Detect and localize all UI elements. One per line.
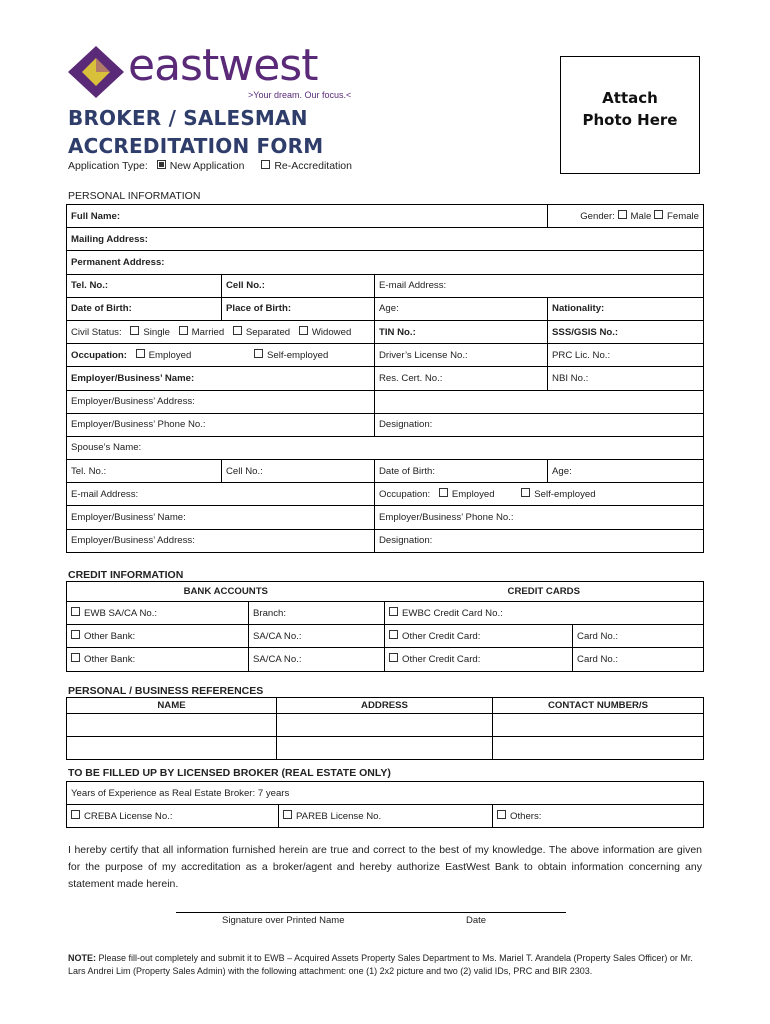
other-card-field[interactable]: Other Credit Card: <box>385 648 573 671</box>
gender-label: Gender: <box>580 211 615 223</box>
spouse-employer-name-field[interactable]: Employer/Business’ Name: <box>67 506 375 529</box>
card-no-field[interactable]: Card No.: <box>573 648 704 671</box>
creba-checkbox[interactable] <box>71 810 80 819</box>
age-field[interactable]: Age: <box>375 297 548 320</box>
photo-box[interactable] <box>560 56 700 174</box>
employer-address-blank[interactable] <box>375 390 704 413</box>
spouse-designation-field[interactable]: Designation: <box>375 529 704 552</box>
sss-field[interactable]: SSS/GSIS No.: <box>548 320 704 343</box>
ref-address-cell[interactable] <box>277 714 493 737</box>
employer-name-field[interactable]: Employer/Business’ Name: <box>67 367 375 390</box>
others-checkbox[interactable] <box>497 810 506 819</box>
spouse-tel-field[interactable]: Tel. No.: <box>67 460 222 483</box>
widowed-checkbox[interactable] <box>299 326 308 335</box>
male-label: Male <box>630 211 652 223</box>
employed-label: Employed <box>148 350 192 362</box>
designation-field[interactable]: Designation: <box>375 413 704 436</box>
separated-checkbox[interactable] <box>233 326 242 335</box>
ref-contact-cell[interactable] <box>493 737 704 760</box>
pareb-checkbox[interactable] <box>283 810 292 819</box>
separated-label: Separated <box>245 327 291 339</box>
references-heading: PERSONAL / BUSINESS REFERENCES <box>68 685 264 697</box>
tin-field[interactable]: TIN No.: <box>375 320 548 343</box>
broker-table <box>66 781 704 828</box>
widowed-label: Widowed <box>311 327 352 339</box>
married-label: Married <box>191 327 225 339</box>
self-employed-label: Self-employed <box>266 350 329 362</box>
cell-field[interactable]: Cell No.: <box>222 274 375 297</box>
male-checkbox[interactable] <box>618 210 627 219</box>
card-no-field[interactable]: Card No.: <box>573 625 704 648</box>
signature-label: Signature over Printed Name <box>222 915 345 926</box>
photo-label-line1: Attach <box>602 89 658 107</box>
other-bank-field[interactable]: Other Bank: <box>67 648 249 671</box>
certification-text: I hereby certify that all information furnished herein are true and correct to the best of my knowledge. The above information are given for the purpose of my accreditation as a broker/agent and hereby authorize EastWest Bank to obtain information concerning any statement made herein. <box>68 844 702 890</box>
gender-field <box>548 205 704 228</box>
re-accreditation-label: Re-Accreditation <box>274 160 352 172</box>
references-table <box>66 697 704 760</box>
note-body: Please fill-out completely and submit it to EWB – Acquired Assets Property Sales Department to Ms. Mariel T. Arandela (Property Sales Officer) or Mr. Lars Andrei Lim (Property Sales Admin) with the following attachment: one (1) 2x2 picture and two (2) valid IDs, PRC and BIR 2303. <box>68 953 693 976</box>
ref-contact-header: CONTACT NUMBER/S <box>493 698 704 714</box>
spouse-self-employed-checkbox[interactable] <box>521 488 530 497</box>
ewb-sa-field[interactable]: EWB SA/CA No.: <box>67 602 249 625</box>
ewbc-card-field[interactable]: EWBC Credit Card No.: <box>385 602 704 625</box>
saca-field[interactable]: SA/CA No.: <box>249 625 385 648</box>
logo-wordmark: eastwest <box>128 40 318 91</box>
personal-heading: PERSONAL INFORMATION <box>68 190 201 202</box>
other-card-checkbox[interactable] <box>389 630 398 639</box>
ref-address-cell[interactable] <box>277 737 493 760</box>
spouse-employed-label: Employed <box>451 489 495 501</box>
self-employed-checkbox[interactable] <box>254 349 263 358</box>
other-bank-checkbox[interactable] <box>71 653 80 662</box>
spouse-self-employed-label: Self-employed <box>534 489 596 501</box>
diamond-logo-icon <box>66 44 126 100</box>
bank-accounts-header: BANK ACCOUNTS <box>67 582 385 602</box>
spouse-employed-checkbox[interactable] <box>439 488 448 497</box>
date-label: Date <box>466 915 487 926</box>
full-name-field[interactable]: Full Name: <box>67 205 548 228</box>
spouse-cell-field[interactable]: Cell No.: <box>222 460 375 483</box>
email-field[interactable]: E-mail Address: <box>375 274 704 297</box>
spouse-occupation-field <box>375 483 704 506</box>
form-title-line2: ACCREDITATION FORM <box>68 134 324 158</box>
employer-address-field[interactable]: Employer/Business’ Address: <box>67 390 375 413</box>
others-field[interactable]: Others: <box>493 805 704 828</box>
ref-contact-cell[interactable] <box>493 714 704 737</box>
credit-heading: CREDIT INFORMATION <box>68 569 184 581</box>
form-title-line1: BROKER / SALESMAN <box>68 106 308 130</box>
ewb-sa-checkbox[interactable] <box>71 607 80 616</box>
dob-field[interactable]: Date of Birth: <box>67 297 222 320</box>
other-card-checkbox[interactable] <box>389 653 398 662</box>
nationality-field[interactable]: Nationality: <box>548 297 704 320</box>
spouse-name-field[interactable]: Spouse’s Name: <box>67 436 704 459</box>
new-application-checkbox[interactable] <box>157 160 166 169</box>
other-bank-checkbox[interactable] <box>71 630 80 639</box>
spouse-email-field[interactable]: E-mail Address: <box>67 483 375 506</box>
ref-address-header: ADDRESS <box>277 698 493 714</box>
branch-field[interactable]: Branch: <box>249 602 385 625</box>
drivers-license-field[interactable]: Driver’s License No.: <box>375 344 548 367</box>
civil-status-field <box>67 320 375 343</box>
application-type-label: Application Type: <box>68 160 148 172</box>
tel-field[interactable]: Tel. No.: <box>67 274 222 297</box>
ewbc-card-checkbox[interactable] <box>389 607 398 616</box>
occupation-field <box>67 344 375 367</box>
new-application-label: New Application <box>169 160 245 172</box>
broker-heading: TO BE FILLED UP BY LICENSED BROKER (REAL ESTATE ONLY) <box>68 767 391 779</box>
pareb-field[interactable]: PAREB License No. <box>279 805 493 828</box>
signature-line[interactable] <box>176 912 566 913</box>
note-text <box>68 952 708 978</box>
years-experience-field[interactable]: Years of Experience as Real Estate Broker: 7 years <box>67 782 704 805</box>
mailing-address-field[interactable]: Mailing Address: <box>67 228 704 251</box>
employed-checkbox[interactable] <box>136 349 145 358</box>
employer-phone-field[interactable]: Employer/Business’ Phone No.: <box>67 413 375 436</box>
application-type <box>68 160 352 172</box>
credit-table <box>66 581 704 672</box>
spouse-employer-phone-field[interactable]: Employer/Business’ Phone No.: <box>375 506 704 529</box>
ref-name-cell[interactable] <box>67 737 277 760</box>
ref-name-cell[interactable] <box>67 714 277 737</box>
photo-label-line2: Photo Here <box>582 111 678 129</box>
permanent-address-field[interactable]: Permanent Address: <box>67 251 704 274</box>
spouse-occupation-label: Occupation: <box>379 489 431 501</box>
pob-field[interactable]: Place of Birth: <box>222 297 375 320</box>
spouse-age-field[interactable]: Age: <box>548 460 704 483</box>
single-checkbox[interactable] <box>130 326 139 335</box>
note-bold: NOTE: <box>68 953 96 963</box>
spouse-employer-address-field[interactable]: Employer/Business’ Address: <box>67 529 375 552</box>
ref-name-header: NAME <box>67 698 277 714</box>
saca-field[interactable]: SA/CA No.: <box>249 648 385 671</box>
credit-cards-header: CREDIT CARDS <box>385 582 704 602</box>
personal-info-table <box>66 204 704 553</box>
spouse-dob-field[interactable]: Date of Birth: <box>375 460 548 483</box>
single-label: Single <box>143 327 170 339</box>
other-card-field[interactable]: Other Credit Card: <box>385 625 573 648</box>
female-checkbox[interactable] <box>654 210 663 219</box>
logo-tagline: >Your dream. Our focus.< <box>248 90 352 100</box>
married-checkbox[interactable] <box>179 326 188 335</box>
civil-status-label: Civil Status: <box>71 327 122 339</box>
res-cert-field[interactable]: Res. Cert. No.: <box>375 367 548 390</box>
other-bank-field[interactable]: Other Bank: <box>67 625 249 648</box>
creba-field[interactable]: CREBA License No.: <box>67 805 279 828</box>
female-label: Female <box>667 211 700 223</box>
occupation-label: Occupation: <box>71 350 127 362</box>
prc-field[interactable]: PRC Lic. No.: <box>548 344 704 367</box>
nbi-field[interactable]: NBI No.: <box>548 367 704 390</box>
re-accreditation-checkbox[interactable] <box>261 160 270 169</box>
